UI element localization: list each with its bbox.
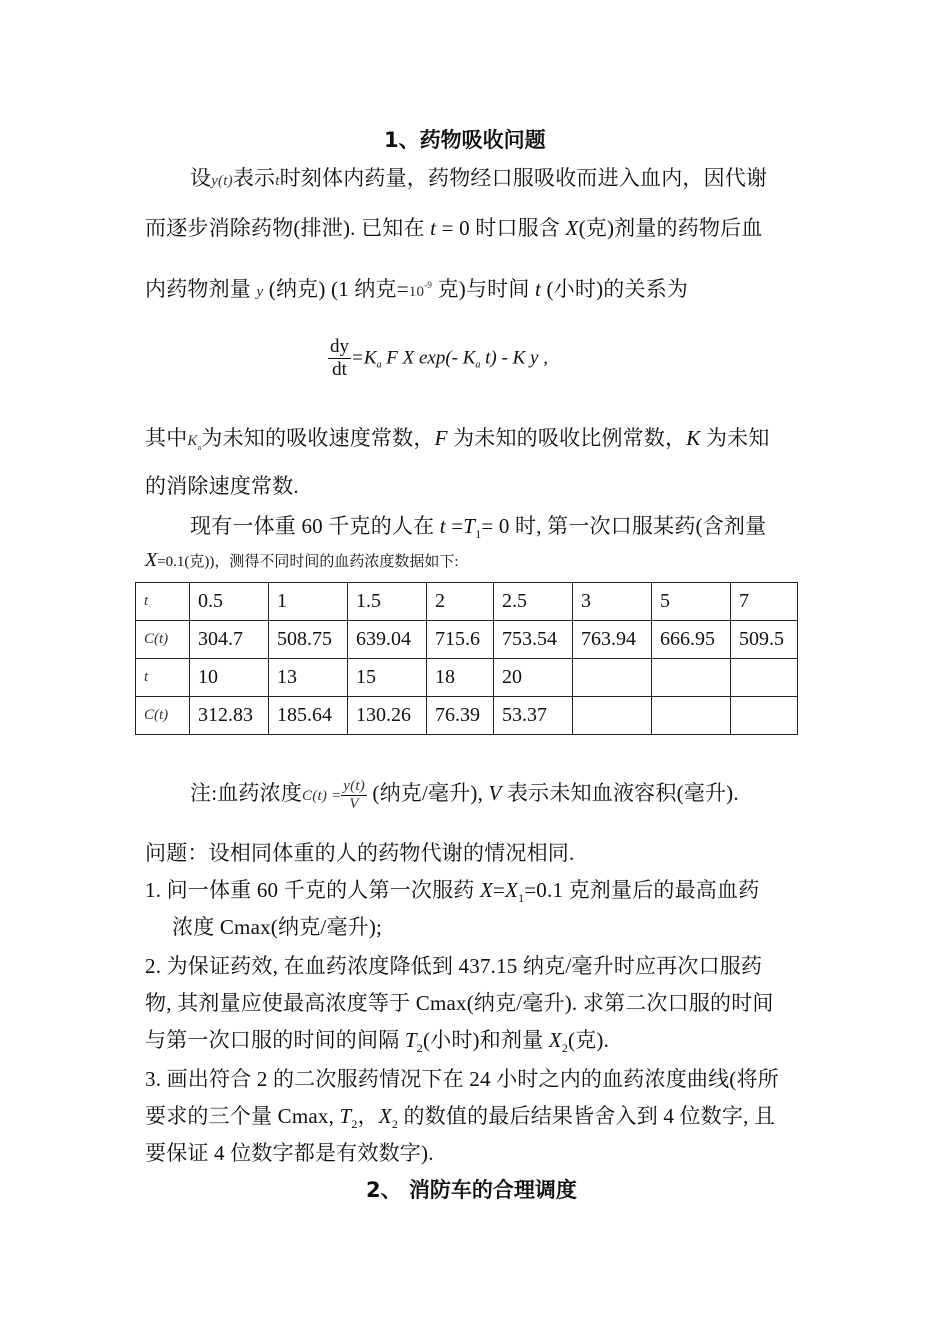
- table-cell: 3: [573, 583, 652, 621]
- table-row: [136, 659, 798, 697]
- table-cell: 304.7: [190, 621, 269, 659]
- table-cell: 1: [269, 583, 348, 621]
- table-cell: 0.5: [190, 583, 269, 621]
- table-cell: [731, 697, 798, 735]
- table-cell: 13: [269, 659, 348, 697]
- question-1-line-1: 1. 问一体重 60 千克的人第一次服药 $X=X_1=0.1$ 克剂量后的最高血药: [145, 878, 760, 906]
- blood-concentration-table: [135, 582, 798, 735]
- row-label: C(t): [136, 621, 190, 659]
- table-cell: 5: [652, 583, 731, 621]
- note-line: 注:血药浓度C(t) = $\frac{y(t)}{V}$ (纳克/毫升), V 表示未知血液容积(毫升).: [190, 777, 739, 812]
- question-2-line-1: 2. 为保证药效, 在血药浓度降低到 437.15 纳克/毫升时应再次口服药: [145, 954, 763, 978]
- differential-equation: $\frac{dy}{dt}$ $=K_a$ F X exp(- $K_a$ t) - K y ,: [330, 336, 548, 380]
- table-cell: [652, 659, 731, 697]
- table-row: [136, 697, 798, 735]
- table-cell: 76.39: [427, 697, 494, 735]
- paragraph-line-3: 内药物剂量 y (纳克) (1 纳克$=10^{-9}$ 克)与时间 t (小时)的关系为: [145, 277, 689, 301]
- table-cell: 15: [348, 659, 427, 697]
- table-cell: 509.5: [731, 621, 798, 659]
- table-cell: [573, 697, 652, 735]
- table-cell: 753.54: [494, 621, 573, 659]
- table-cell: 185.64: [269, 697, 348, 735]
- table-cell: [731, 659, 798, 697]
- table-cell: 666.95: [652, 621, 731, 659]
- question-intro: 问题：设相同体重的人的药物代谢的情况相同.: [145, 841, 575, 865]
- table-cell: 7: [731, 583, 798, 621]
- section-2-title: 2、 消防车的合理调度: [366, 1178, 577, 1202]
- row-label: t: [136, 659, 190, 697]
- question-3-line-3: 要保证 4 位数字都是有效数字).: [145, 1141, 434, 1165]
- table-cell: 639.04: [348, 621, 427, 659]
- table-row: [136, 621, 798, 659]
- table-cell: 20: [494, 659, 573, 697]
- question-2-line-3: 与第一次口服的时间的间隔 $T_2$(小时)和剂量 $X_2$(克).: [145, 1028, 610, 1056]
- table-cell: 53.37: [494, 697, 573, 735]
- table-cell: 312.83: [190, 697, 269, 735]
- paragraph-line-5: 的消除速度常数.: [145, 474, 299, 498]
- equation-fraction: $\frac{dy}{dt}$: [330, 336, 349, 380]
- table-row: [136, 583, 798, 621]
- section-1-title: 1、药物吸收问题: [384, 128, 546, 152]
- table-cell: 130.26: [348, 697, 427, 735]
- table-cell: 763.94: [573, 621, 652, 659]
- paragraph-line-6: 现有一体重 60 千克的人在 $t =T_1= 0$ 时, 第一次口服某药(含剂量: [190, 514, 767, 542]
- question-3-line-1: 3. 画出符合 2 的二次服药情况下在 24 小时之内的血药浓度曲线(将所: [145, 1067, 779, 1091]
- table-cell: 2.5: [494, 583, 573, 621]
- table-cell: 2: [427, 583, 494, 621]
- question-2-line-2: 物, 其剂量应使最高浓度等于 Cmax(纳克/毫升). 求第二次口服的时间: [145, 991, 774, 1015]
- paragraph-line-2: 而逐步消除药物(排泄). 已知在 t = 0 时口服含 X(克)剂量的药物后血: [145, 216, 763, 240]
- question-3-line-2: 要求的三个量 Cmax, $T_2$，$X_2$ 的数值的最后结果皆舍入到 4 位数字, 且: [145, 1104, 776, 1132]
- table-cell: 18: [427, 659, 494, 697]
- question-1-line-2: 浓度 Cmax(纳克/毫升);: [172, 915, 383, 939]
- table-cell: 1.5: [348, 583, 427, 621]
- table-cell: [573, 659, 652, 697]
- row-label: C(t): [136, 697, 190, 735]
- table-cell: 10: [190, 659, 269, 697]
- note-fraction: $\frac{y(t)}{V}$: [343, 777, 365, 812]
- paragraph-line-1: 设y(t)表示t时刻体内药量，药物经口服吸收而进入血内，因代谢: [190, 166, 768, 190]
- table-cell: 508.75: [269, 621, 348, 659]
- table-cell: [652, 697, 731, 735]
- paragraph-line-4: 其中$K_a$为未知的吸收速度常数，F 为未知的吸收比例常数，K 为未知: [145, 426, 770, 453]
- table-cell: 715.6: [427, 621, 494, 659]
- paragraph-line-7: X=0.1(克))，测得不同时间的血药浓度数据如下:: [145, 549, 459, 571]
- row-label: t: [136, 583, 190, 621]
